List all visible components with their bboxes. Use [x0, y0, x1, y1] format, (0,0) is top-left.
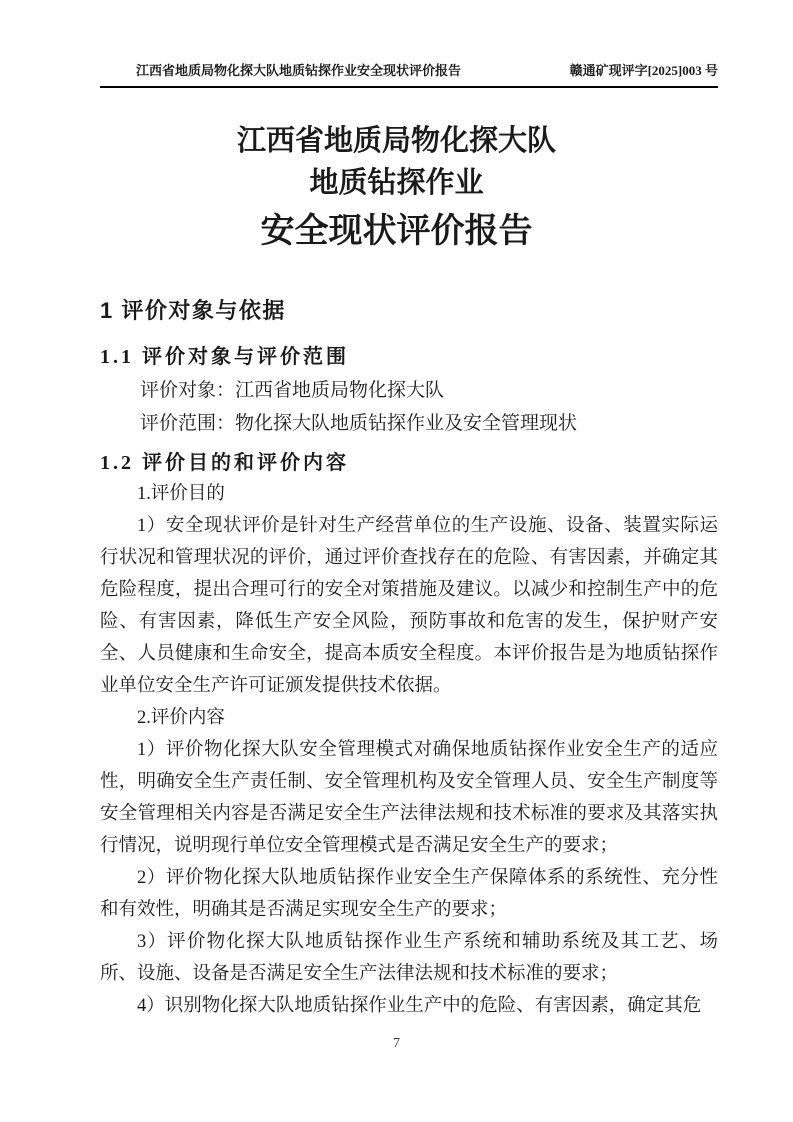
paragraph-content-label: 2.评价内容 — [137, 708, 225, 728]
evaluation-target-line: 评价对象：江西省地质局物化探大队 — [140, 380, 445, 401]
paragraph-content-item-2: 2）评价物化探大队地质钻探作业安全生产保障体系的系统性、充分性和有效性，明确其是否满足实现安全生产的要求； — [100, 868, 718, 920]
section-heading-1: 1 评价对象与依据 — [100, 298, 286, 323]
body-content — [100, 478, 718, 1022]
title-block — [0, 120, 793, 253]
paragraph-content-item-3: 3）评价物化探大队地质钻探作业生产系统和辅助系统及其工艺、场所、设施、设备是否满足安全生产法律法规和技术标准的要求； — [100, 932, 718, 984]
section-heading-1-2: 1.2 评价目的和评价内容 — [100, 452, 349, 474]
paragraph-content-item-4: 4）识别物化探大队地质钻探作业生产中的危险、有害因素，确定其危 — [137, 996, 702, 1016]
paragraph-purpose-label: 1.评价目的 — [137, 484, 225, 504]
title-report-type: 安全现状评价报告 — [260, 212, 533, 250]
evaluation-scope-line: 评价范围：物化探大队地质钻探作业及安全管理现状 — [140, 413, 578, 434]
page-number: 7 — [393, 1036, 400, 1051]
header-doc-number: 赣通矿现评字[2025]003 号 — [569, 63, 718, 78]
evaluation-meta — [140, 374, 577, 440]
title-subject: 地质钻探作业 — [309, 167, 484, 199]
page-footer — [0, 1036, 793, 1052]
paragraph-content-item-1: 1）评价物化探大队安全管理模式对确保地质钻探作业安全生产的适应性，明确安全生产责任制、安全管理机构及安全管理人员、安全生产制度等安全管理相关内容是否满足安全生产法律法规和技术标准的要求及其落实执行情况，说明现行单位安全管理模式是否满足安全生产的要求； — [100, 740, 718, 856]
paragraph-purpose-text: 1）安全现状评价是针对生产经营单位的生产设施、设备、装置实际运行状况和管理状况的评价，通过评价查找存在的危险、有害因素，并确定其危险程度，提出合理可行的安全对策措施及建议。以减少和控制生产中的危险、有害因素，降低生产安全风险，预防事故和危害的发生，保护财产安全、人员健康和生命安全，提高本质安全程度。本评价报告是为地质钻探作业单位安全生产许可证颁发提供技术依据。 — [100, 516, 718, 696]
section-heading-1-1: 1.1 评价对象与评价范围 — [100, 346, 349, 368]
header-running-title: 江西省地质局物化探大队地质钻探作业安全现状评价报告 — [136, 63, 462, 78]
page-header — [100, 60, 718, 88]
title-organization: 江西省地质局物化探大队 — [236, 125, 556, 157]
